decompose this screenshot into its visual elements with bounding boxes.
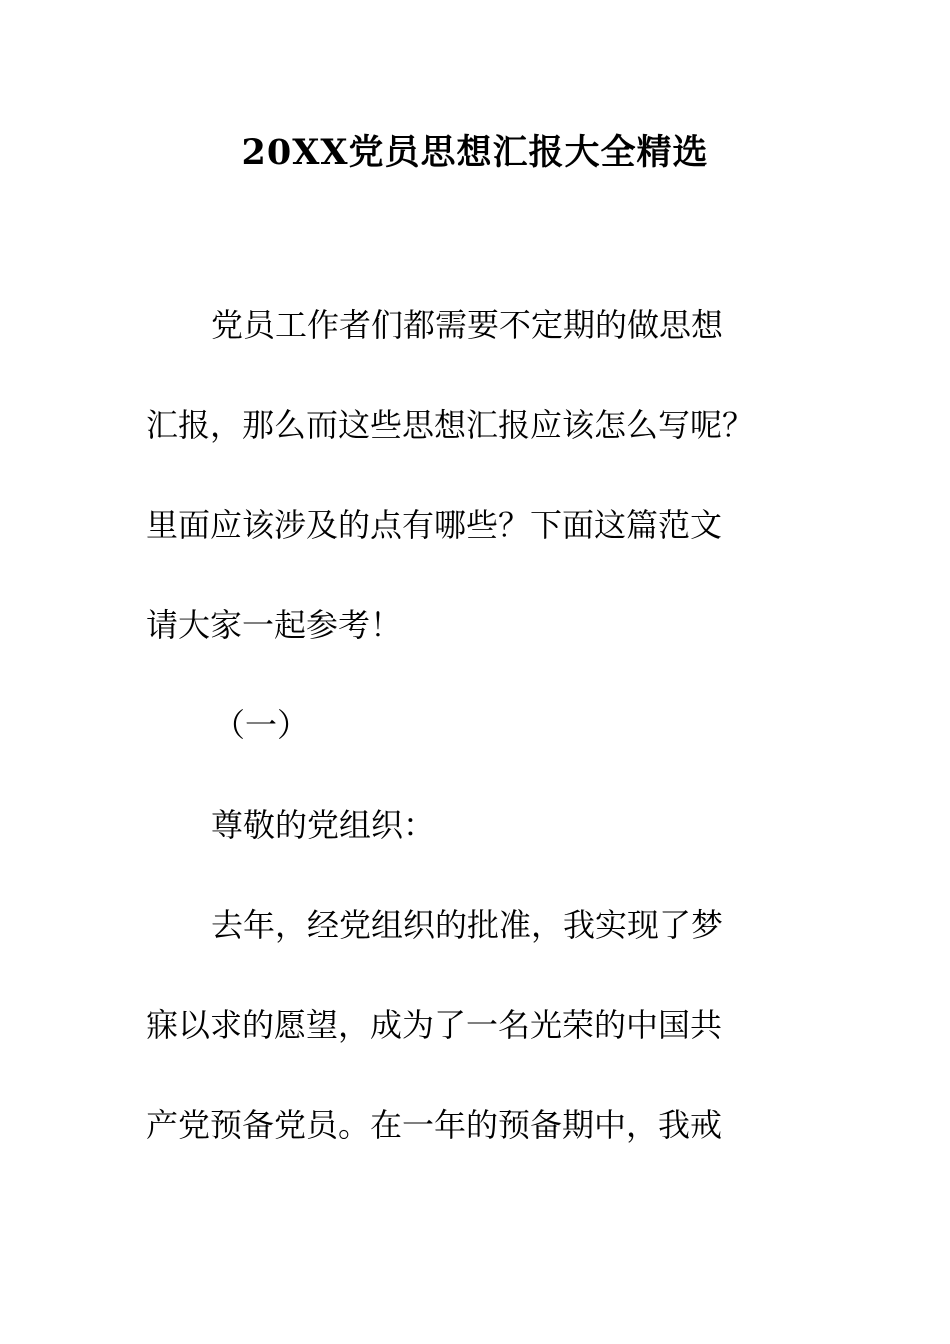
section-number: （一） [213, 706, 310, 744]
paragraph-line-3: 里面应该涉及的点有哪些？下面这篇范文 [146, 506, 723, 544]
document-title: 20XX党员思想汇报大全精选 [241, 132, 709, 173]
paragraph-line-7: 产党预备党员。在一年的预备期中，我戒 [146, 1106, 723, 1144]
paragraph-line-1: 党员工作者们都需要不定期的做思想 [211, 306, 724, 344]
paragraph-line-6: 寐以求的愿望，成为了一名光荣的中国共 [146, 1006, 723, 1044]
salutation: 尊敬的党组织： [211, 806, 436, 844]
paragraph-line-2: 汇报，那么而这些思想汇报应该怎么写呢？ [146, 406, 755, 444]
paragraph-line-4: 请大家一起参考！ [146, 606, 403, 644]
paragraph-line-5: 去年，经党组织的批准，我实现了梦 [211, 906, 724, 944]
